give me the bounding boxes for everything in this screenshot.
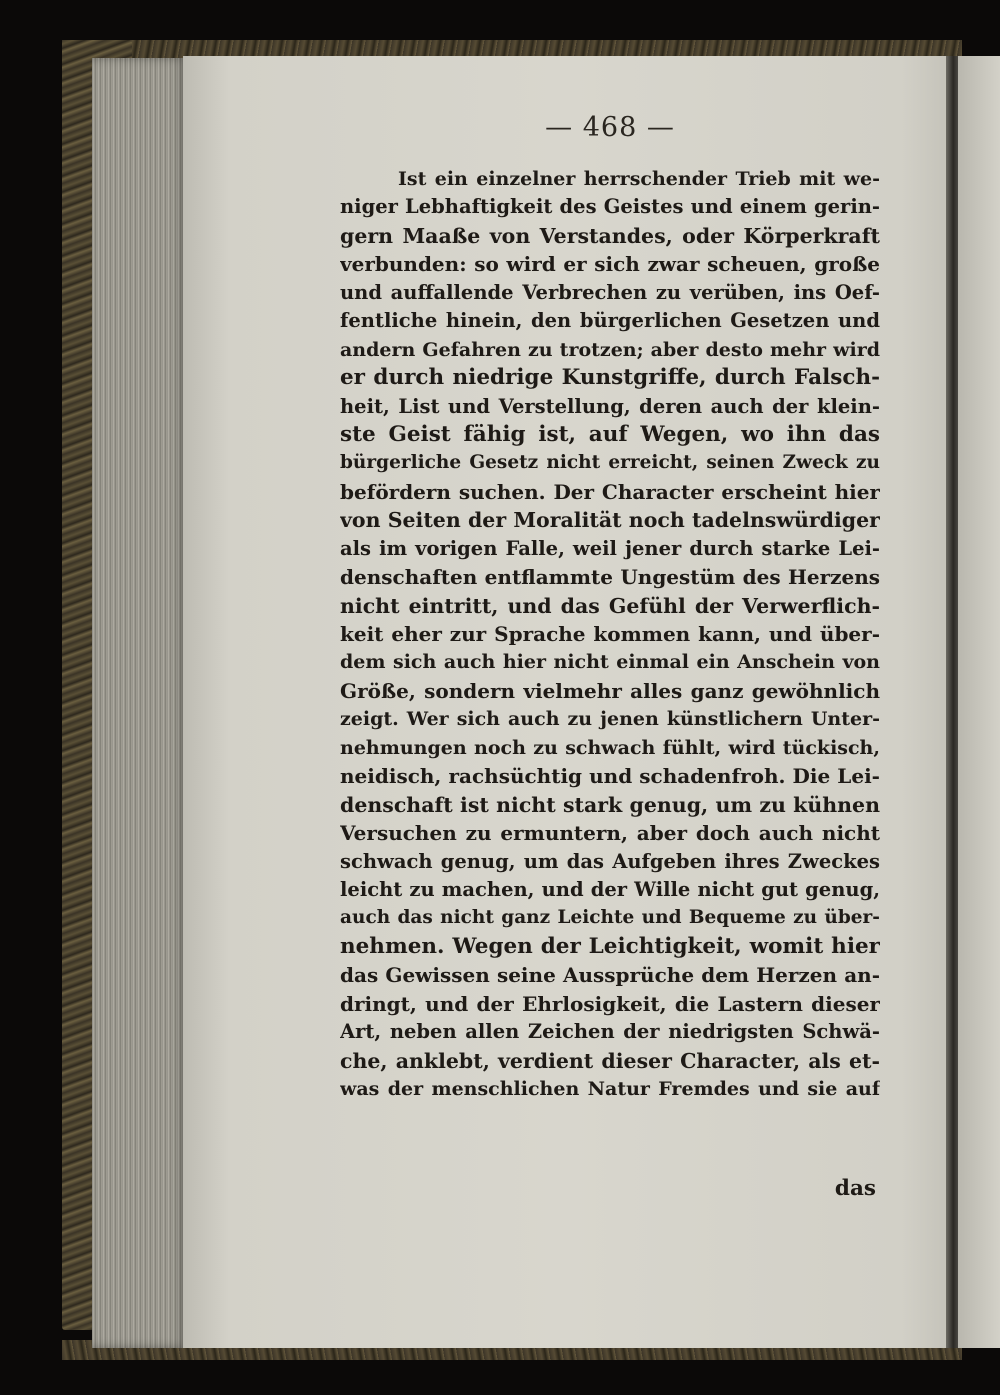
- text-line: von Seiten der Moralität noch tadelnswürdiger: [340, 508, 880, 533]
- catchword: das: [834, 1176, 876, 1201]
- text-line: che, anklebt, verdient dieser Character, als et-: [340, 1048, 880, 1073]
- text-line: dringt, und der Ehrlosigkeit, die Lastern dieser: [340, 991, 880, 1016]
- text-line: dem sich auch hier nicht einmal ein Anschein von: [340, 651, 880, 674]
- text-line: schwach genug, um das Aufgeben ihres Zweckes: [340, 849, 880, 873]
- text-line: denschaften entflammte Ungestüm des Herzens: [340, 565, 880, 590]
- text-line: das Gewissen seine Aussprüche dem Herzen an-: [340, 963, 880, 988]
- text-line: was der menschlichen Natur Fremdes und sie auf: [340, 1078, 880, 1100]
- text-line: ste Geist fähig ist, auf Wegen, wo ihn das: [340, 421, 880, 447]
- text-line: gern Maaße von Verstandes, oder Körperkraft: [340, 223, 880, 248]
- text-line: zeigt. Wer sich auch zu jenen künstlichern Unter-: [340, 708, 880, 731]
- text-line: keit eher zur Sprache kommen kann, und über-: [340, 622, 880, 646]
- page-block-edges: [92, 58, 187, 1348]
- text-line: Versuchen zu ermuntern, aber doch auch nicht: [340, 821, 880, 846]
- text-line: leicht zu machen, und der Wille nicht gut genug,: [340, 877, 880, 901]
- text-line: Größe, sondern vielmehr alles ganz gewöhnlich: [340, 678, 880, 703]
- text-line: niger Lebhaftigkeit des Geistes und einem gerin-: [340, 195, 880, 219]
- text-line: als im vorigen Falle, weil jener durch starke Lei-: [340, 536, 880, 560]
- text-line: heit, List und Verstellung, deren auch der klein-: [340, 394, 880, 418]
- text-line: nicht eintritt, und das Gefühl der Verwerflich-: [340, 593, 880, 618]
- text-line: verbunden: so wird er sich zwar scheuen, große: [340, 252, 880, 277]
- text-line: befördern suchen. Der Character erscheint hier: [340, 479, 880, 504]
- text-line: denschaft ist nicht stark genug, um zu kühnen: [340, 792, 880, 817]
- text-line: nehmungen noch zu schwach fühlt, wird tückisch,: [340, 736, 880, 759]
- body-text: [340, 165, 880, 1103]
- text-line: nehmen. Wegen der Leichtigkeit, womit hier: [340, 933, 880, 959]
- text-line: fentliche hinein, den bürgerlichen Gesetzen und: [340, 309, 880, 333]
- facing-page-edge: [958, 56, 1000, 1348]
- text-line: Art, neben allen Zeichen der niedrigsten Schwä-: [340, 1020, 880, 1044]
- text-line: Ist ein einzelner herrschender Trieb mit we-: [398, 168, 880, 190]
- text-line: andern Gefahren zu trotzen; aber desto mehr wird: [340, 338, 880, 361]
- page-number: — 468 —: [545, 112, 675, 143]
- text-line: neidisch, rachsüchtig und schadenfroh. Die Lei-: [340, 764, 880, 789]
- text-line: bürgerliche Gesetz nicht erreicht, seinen Zweck zu: [340, 452, 880, 474]
- text-line: und auffallende Verbrechen zu verüben, ins Oef-: [340, 280, 880, 304]
- text-line: er durch niedrige Kunstgriffe, durch Falsch-: [340, 365, 880, 391]
- text-line: auch das nicht ganz Leichte und Bequeme zu über-: [340, 907, 880, 929]
- book-gutter: [946, 56, 958, 1348]
